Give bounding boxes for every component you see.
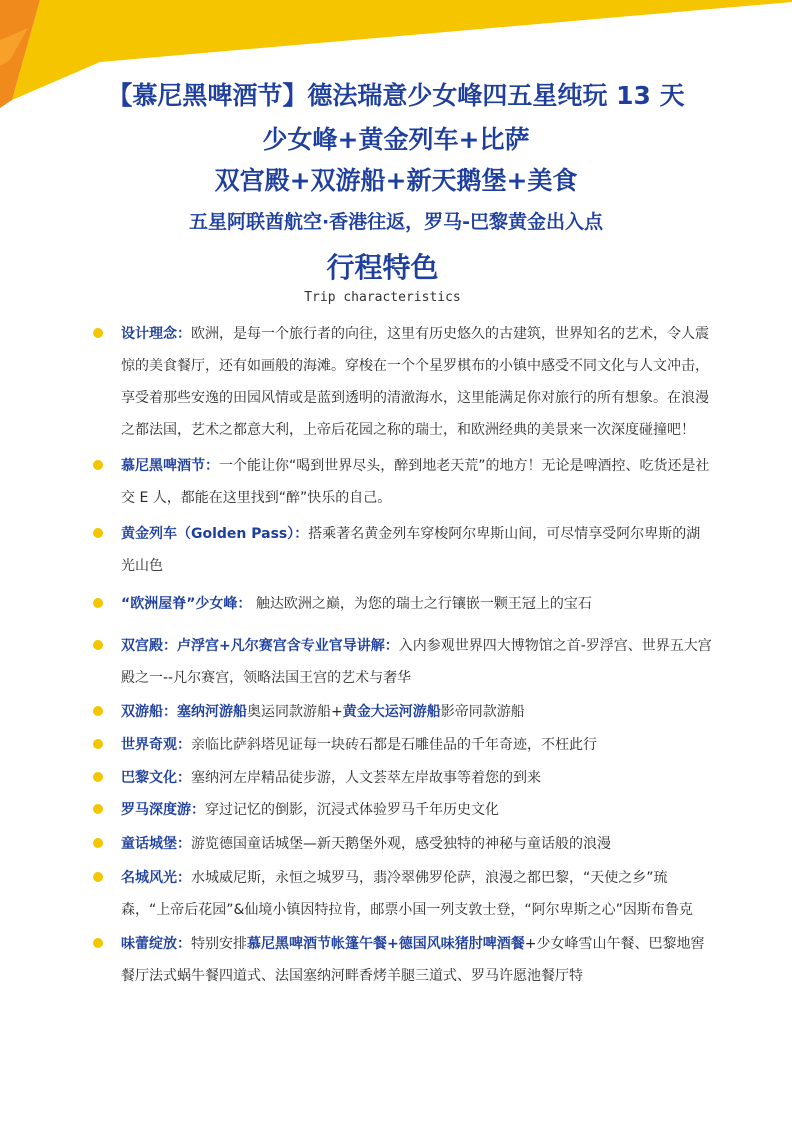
feature-cruises — [93, 696, 713, 728]
bullet-icon — [93, 872, 103, 882]
feature-label: 名城风光： — [121, 870, 191, 886]
feature-label: 味蕾绽放： — [121, 936, 191, 952]
feature-golden-pass — [93, 518, 713, 582]
feature-text: 影帝同款游船 — [440, 704, 525, 720]
section-heading: 行程特色 — [326, 251, 439, 284]
bullet-icon — [93, 804, 103, 814]
feature-mid-text: 奥运同款游船+ — [247, 704, 343, 720]
feature-rome — [93, 794, 713, 826]
feature-wonder — [93, 729, 713, 761]
feature-text: 塞纳河左岸精品徒步游，人文荟萃左岸故事等着您的到来 — [191, 770, 541, 786]
feature-palaces — [93, 630, 713, 694]
feature-text: 欧洲，是每一个旅行者的向往，这里有历史悠久的古建筑，世界知名的艺术，令人震惊的美食餐厅，还有如画般的海滩。穿梭在一个个星罗棋布的小镇中感受不同文化与人文冲击，享受着那些安逸的田园风情或是蓝到透明的清澈海水，这里能满足你对旅行的所有想象。在浪漫之都法国，艺术之都意大利，上帝后花园之称的瑞士，和欧洲经典的美景来一次深度碰撞吧！ — [121, 326, 709, 438]
bullet-icon — [93, 772, 103, 782]
feature-cuisine — [93, 928, 713, 992]
feature-design-concept — [93, 318, 713, 446]
feature-label: 慕尼黑啤酒节： — [121, 458, 219, 474]
bullet-icon — [93, 938, 103, 948]
feature-text: 搭乘著名黄金列车穿梭阿尔卑斯山间，可尽情享受阿尔卑斯的湖光山色 — [121, 526, 701, 574]
bullet-icon — [93, 739, 103, 749]
section-subheading: Trip characteristics — [304, 290, 461, 305]
feature-cities — [93, 862, 713, 926]
feature-oktoberfest — [93, 450, 713, 514]
title-line-3: 双宫殿+双游船+新天鹅堡+美食 — [214, 166, 578, 195]
feature-label: 黄金列车（Golden Pass）： — [121, 526, 309, 542]
bullet-icon — [93, 838, 103, 848]
feature-label: 双宫殿：卢浮宫+凡尔赛宫含专业官导讲解： — [121, 638, 399, 654]
bullet-icon — [93, 706, 103, 716]
title-line-1: 【慕尼黑啤酒节】德法瑞意少女峰四五星纯玩 13 天 — [107, 81, 685, 110]
feature-castle — [93, 828, 713, 860]
feature-list — [93, 318, 713, 992]
feature-text: 触达欧洲之巅，为您的瑞士之行镶嵌一颗王冠上的宝石 — [251, 596, 592, 612]
feature-label: 设计理念： — [121, 326, 191, 342]
feature-text: +少女峰雪山午餐、巴黎地窖餐厅法式蜗牛餐四道式、法国塞纳河畔香烤羊腿三道式、罗马许愿池餐厅特 — [121, 936, 705, 984]
feature-jungfrau — [93, 588, 713, 620]
bullet-icon — [93, 460, 103, 470]
feature-label-2: 慕尼黑啤酒节帐篷午餐+德国风味猪肘啤酒餐 — [247, 936, 525, 952]
feature-text: 入内参观世界四大博物馆之首-罗浮宫、世界五大宫殿之一--凡尔赛宫，领略法国王宫的艺术与奢华 — [121, 638, 712, 686]
feature-paris-culture — [93, 762, 713, 794]
feature-text: 穿过记忆的倒影，沉浸式体验罗马千年历史文化 — [205, 802, 499, 818]
feature-text: 一个能让你“喝到世界尽头，醉到地老天荒”的地方！无论是啤酒控、吃货还是社交 E 人，都能在这里找到“醉”快乐的自己。 — [121, 458, 710, 506]
feature-label: 巴黎文化： — [121, 770, 191, 786]
feature-label: “欧洲屋脊”少女峰： — [121, 596, 252, 612]
feature-mid-text: 特别安排 — [191, 936, 247, 952]
feature-label: 双游船：塞纳河游船 — [121, 704, 247, 720]
title-line-2: 少女峰+黄金列车+比萨 — [262, 125, 530, 154]
feature-label: 世界奇观： — [121, 737, 191, 753]
title-line-4: 五星阿联酋航空·香港往返，罗马-巴黎黄金出入点 — [188, 211, 604, 233]
feature-text: 水城威尼斯，永恒之城罗马，翡冷翠佛罗伦萨，浪漫之都巴黎，“天使之乡”琉森，“上帝后花园”&仙境小镇因特拉肯，邮票小国一列支敦士登，“阿尔卑斯之心”因斯布鲁克 — [121, 870, 693, 918]
feature-text: 亲临比萨斜塔见证每一块砖石都是石雕佳品的千年奇迹，不枉此行 — [191, 737, 597, 753]
bullet-icon — [93, 528, 103, 538]
feature-text: 游览德国童话城堡—新天鹅堡外观，感受独特的神秘与童话般的浪漫 — [191, 836, 611, 852]
bullet-icon — [93, 598, 103, 608]
bullet-icon — [93, 640, 103, 650]
feature-label-2: 黄金大运河游船 — [342, 704, 441, 720]
feature-label: 罗马深度游： — [121, 802, 205, 818]
bullet-icon — [93, 328, 103, 338]
feature-label: 童话城堡： — [121, 836, 191, 852]
